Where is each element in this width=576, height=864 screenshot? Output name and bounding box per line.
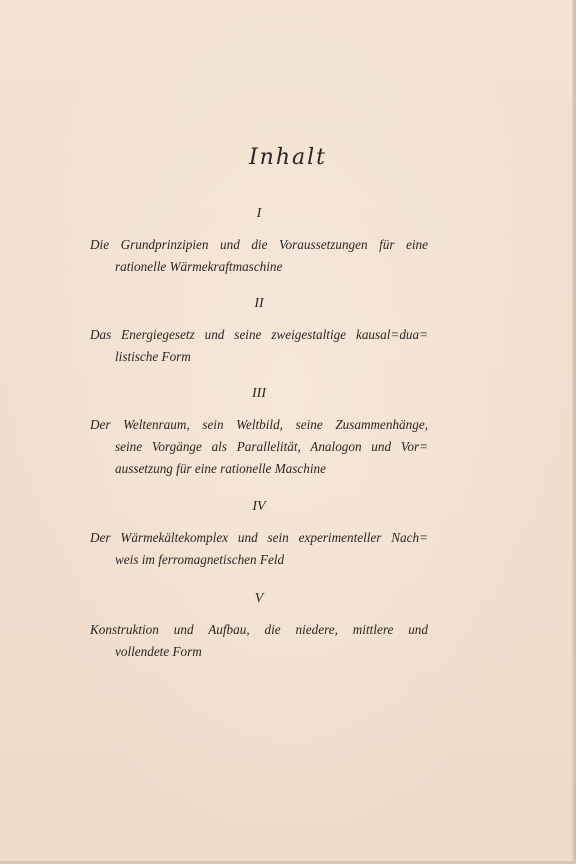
toc-entry-line: rationelle Wärmekraftmaschine (115, 259, 283, 274)
toc-entry-line: weis im ferromagnetischen Feld (115, 552, 285, 567)
section-numeral: III (252, 386, 266, 401)
toc-entry-line: aussetzung für eine rationelle Maschine (115, 461, 326, 476)
toc-section-1 (90, 204, 428, 278)
toc-section-5 (90, 589, 428, 663)
toc-entry-line: vollendete Form (115, 644, 202, 659)
toc-entry-line: listische Form (115, 349, 191, 364)
section-numeral: I (256, 206, 262, 221)
section-numeral: IV (252, 499, 266, 514)
section-numeral: II (254, 296, 264, 311)
page-edge-right (572, 0, 576, 864)
section-numeral: V (254, 591, 264, 606)
toc-entry (90, 324, 428, 368)
toc-entry (90, 619, 428, 663)
toc-entry-line: Die Grundprinzipien und die Voraussetzungen für eine (90, 237, 428, 252)
toc-entry-line: Konstruktion und Aufbau, die niedere, mittlere und (90, 622, 428, 637)
toc-entry-line: Der Wärmekältekomplex und sein experimenteller Nach= (90, 530, 428, 545)
toc-section-2 (90, 294, 428, 368)
toc-entry (90, 234, 428, 278)
toc-entry (90, 414, 428, 480)
toc-section-4 (90, 497, 428, 571)
toc-entry-line: Das Energiegesetz und seine zweigestaltige kausal=dua= (90, 327, 428, 342)
toc-entry (90, 527, 428, 571)
toc-section-3 (90, 384, 428, 480)
toc-entry-line: Der Weltenraum, sein Weltbild, seine Zusammenhänge, (90, 417, 428, 432)
toc-entry-line: seine Vorgänge als Parallelität, Analogon und Vor= (115, 439, 428, 454)
page-title: Inhalt (248, 145, 328, 170)
